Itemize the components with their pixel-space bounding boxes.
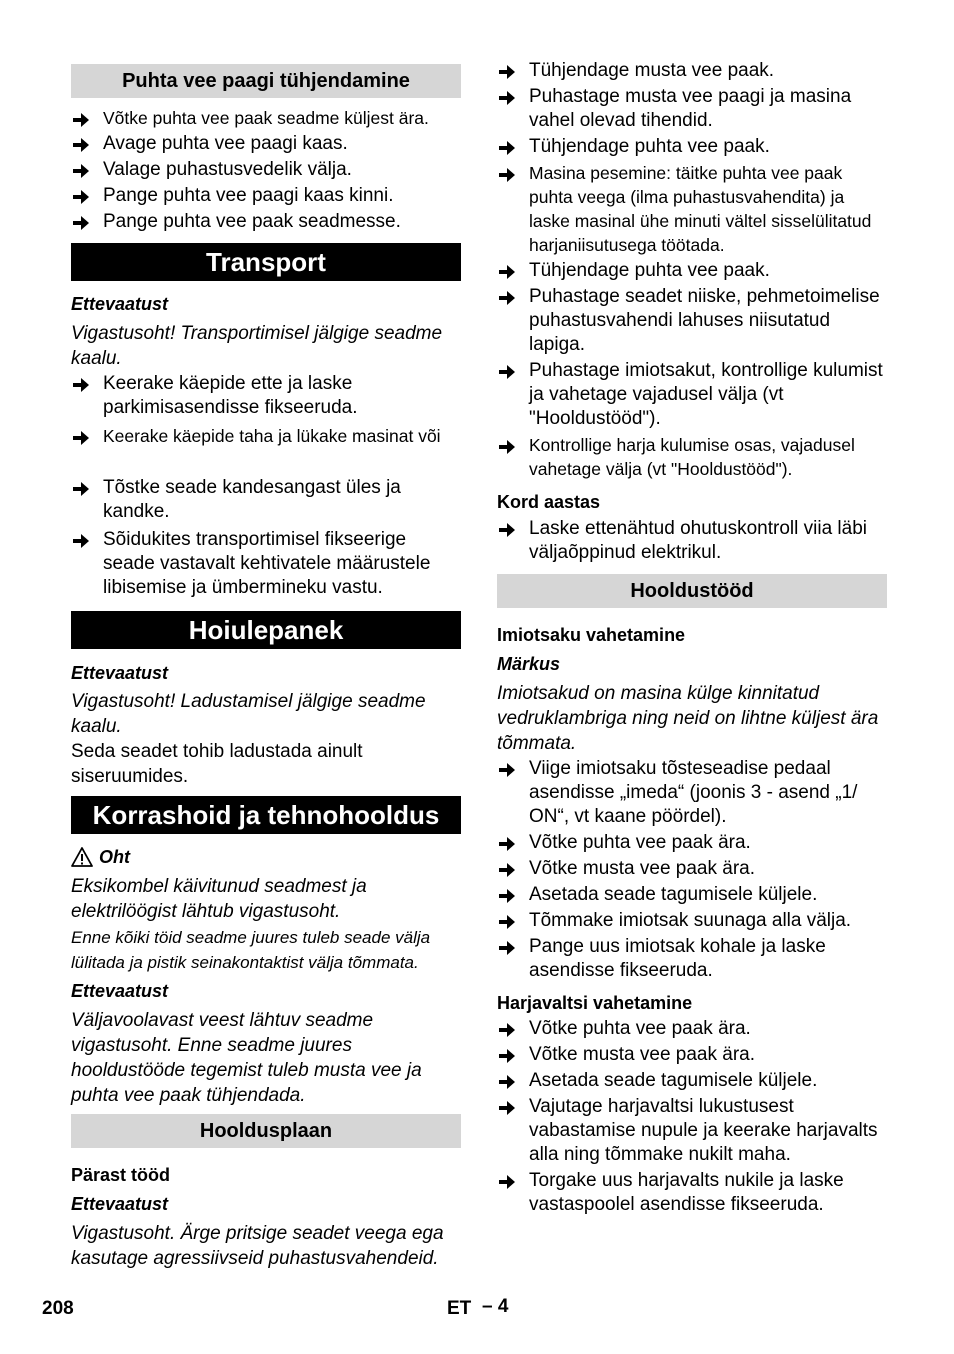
subheading-parast-tood: Pärast tööd — [71, 1165, 171, 1185]
list-item: Puhastage musta vee paagi ja masina vahel olevad tihendid. — [497, 85, 887, 135]
note-text: Imiotsakud on masina külge kinnitatud vedruklambriga ning neid on lihtne küljest ära tõmmata. — [497, 683, 879, 754]
list-transport — [71, 372, 461, 604]
arrow-right-icon — [498, 363, 516, 379]
subheading-harjavaltsi: Harjavaltsi vahetamine — [497, 993, 693, 1013]
danger-heading — [71, 845, 130, 869]
list-item: Tõstke seade kandesangast üles ja kandke. — [71, 476, 461, 528]
caution-label: Ettevaatust — [71, 663, 169, 683]
caution-text: Vigastusoht. Ärge pritsige seadet veega ega kasutage agressiivseid puhastusvahendeid. — [71, 1223, 444, 1269]
section-header-puhta-vee: Puhta vee paagi tühjendamine — [71, 64, 461, 98]
arrow-right-icon — [498, 263, 516, 279]
section-header-hooldusplaan: Hooldusplaan — [71, 1114, 461, 1148]
list-item: Asetada seade tagumisele küljele. — [497, 1069, 887, 1095]
arrow-right-icon — [72, 376, 90, 392]
language-code: ET — [447, 1298, 472, 1319]
section-header-hooldustood: Hooldustööd — [497, 574, 887, 608]
list-item: Puhastage seadet niiske, pehmetoimelise puhastusvahendi lahuses niisutatud lapiga. — [497, 285, 887, 359]
arrow-right-icon — [498, 1099, 516, 1115]
list-item: Kontrollige harja kulumise osas, vajadusel vahetage välja (vt "Hooldustööd"). — [497, 433, 887, 483]
arrow-right-icon — [498, 1047, 516, 1063]
page-number: 208 — [42, 1298, 74, 1319]
storage-text: Seda seadet tohib ladustada ainult siseruumides. — [71, 741, 363, 787]
arrow-right-icon — [72, 188, 90, 204]
note-label: Märkus — [497, 654, 561, 674]
danger-text: Eksikombel käivitunud seadmest ja elektrilöögist lähtub vigastusoht. — [71, 876, 367, 922]
arrow-right-icon — [498, 139, 516, 155]
list-item: Tühjendage puhta vee paak. — [497, 135, 887, 161]
arrow-right-icon — [72, 428, 90, 444]
arrow-right-icon — [498, 761, 516, 777]
section-header-transport: Transport — [71, 243, 461, 281]
list-item: Võtke puhta vee paak seadme küljest ära. — [71, 106, 461, 132]
arrow-right-icon — [498, 1073, 516, 1089]
arrow-right-icon — [498, 1173, 516, 1189]
list-item: Valage puhastusvedelik välja. — [71, 158, 461, 184]
arrow-right-icon — [498, 939, 516, 955]
caution-label: Ettevaatust — [71, 294, 169, 314]
list-item: Pange uus imiotsak kohale ja laske asendisse fikseeruda. — [497, 935, 887, 985]
arrow-right-icon — [498, 521, 516, 537]
list-yearly — [497, 517, 887, 567]
caution-text: Vigastusoht! Ladustamisel jälgige seadme kaalu. — [71, 691, 426, 737]
list-item: Tõmmake imiotsak suunaga alla välja. — [497, 909, 887, 935]
section-header-korrashoid: Korrashoid ja tehnohooldus — [71, 796, 461, 834]
arrow-right-icon — [498, 89, 516, 105]
list-item: Sõidukites transportimisel fikseerige seade vastavalt kehtivatele määrustele libisemise ja ümbermineku vastu. — [71, 528, 461, 604]
list-puhta-vee — [71, 106, 461, 236]
list-item: Pange puhta vee paak seadmesse. — [71, 210, 461, 236]
arrow-right-icon — [498, 835, 516, 851]
list-item: Pange puhta vee paagi kaas kinni. — [71, 184, 461, 210]
list-item: Vajutage harjavaltsi lukustusest vabastamise nupule ja keerake harjavalts alla ning tõmmake nukilt maha. — [497, 1095, 887, 1169]
arrow-right-icon — [498, 1021, 516, 1037]
list-item: Tühjendage puhta vee paak. — [497, 259, 887, 285]
arrow-right-icon — [72, 214, 90, 230]
caution-text: Vigastusoht! Transportimisel jälgige seadme kaalu. — [71, 323, 443, 369]
arrow-right-icon — [72, 162, 90, 178]
list-item: Torgake uus harjavalts nukile ja laske vastaspoolel asendisse fikseeruda. — [497, 1169, 887, 1219]
caution-label: Ettevaatust — [71, 981, 169, 1001]
subheading-imiotsaku: Imiotsaku vahetamine — [497, 625, 686, 645]
warning-triangle-icon — [71, 847, 93, 867]
danger-label: Oht — [99, 847, 130, 867]
list-harjavaltsi — [497, 1017, 887, 1219]
section-header-hoiulepanek: Hoiulepanek — [71, 611, 461, 649]
arrow-right-icon — [72, 532, 90, 548]
list-item: Masina pesemine: täitke puhta vee paak puhta veega (ilma puhastusvahendita) ja laske masinal ühe minuti vältel sisselülitatud harjaniisutusega töötada. — [497, 161, 887, 259]
list-item: Võtke musta vee paak ära. — [497, 1043, 887, 1069]
list-item: Asetada seade tagumisele küljele. — [497, 883, 887, 909]
arrow-right-icon — [72, 110, 90, 126]
subheading-kord-aastas: Kord aastas — [497, 492, 601, 512]
arrow-right-icon — [72, 480, 90, 496]
section-page-number: – 4 — [482, 1296, 509, 1317]
list-imiotsaku — [497, 757, 887, 985]
list-after-work — [497, 59, 887, 483]
arrow-right-icon — [498, 861, 516, 877]
list-item: Võtke musta vee paak ära. — [497, 857, 887, 883]
list-item: Puhastage imiotsakut, kontrollige kulumist ja vahetage vajadusel välja (vt "Hooldustööd"). — [497, 359, 887, 433]
list-item: Keerake käepide ette ja laske parkimisasendisse fikseeruda. — [71, 372, 461, 424]
danger-text-small: Enne kõiki töid seadme juures tuleb seade välja lülitada ja pistik seinakontaktist välja tõmmata. — [71, 928, 431, 972]
caution-text: Väljavoolavast veest lähtuv seadme vigastusoht. Enne seadme juures hooldustööde tegemist tuleb musta vee ja puhta vee paak tühjendada. — [71, 1010, 422, 1106]
caution-label: Ettevaatust — [71, 1194, 169, 1214]
list-item: Viige imiotsaku tõsteseadise pedaal asendisse „imeda“ (joonis 3 - asend „1/ ON“, vt kaane pöördel). — [497, 757, 887, 831]
arrow-right-icon — [498, 289, 516, 305]
arrow-right-icon — [498, 63, 516, 79]
arrow-right-icon — [498, 887, 516, 903]
list-item: Võtke puhta vee paak ära. — [497, 831, 887, 857]
list-item: Avage puhta vee paagi kaas. — [71, 132, 461, 158]
arrow-right-icon — [498, 437, 516, 453]
arrow-right-icon — [498, 165, 516, 181]
arrow-right-icon — [498, 913, 516, 929]
list-item: Laske ettenähtud ohutuskontroll viia läbi väljaõppinud elektrikul. — [497, 517, 887, 567]
list-item: Võtke puhta vee paak ära. — [497, 1017, 887, 1043]
arrow-right-icon — [72, 136, 90, 152]
list-item: Keerake käepide taha ja lükake masinat või — [71, 424, 461, 476]
list-item: Tühjendage musta vee paak. — [497, 59, 887, 85]
